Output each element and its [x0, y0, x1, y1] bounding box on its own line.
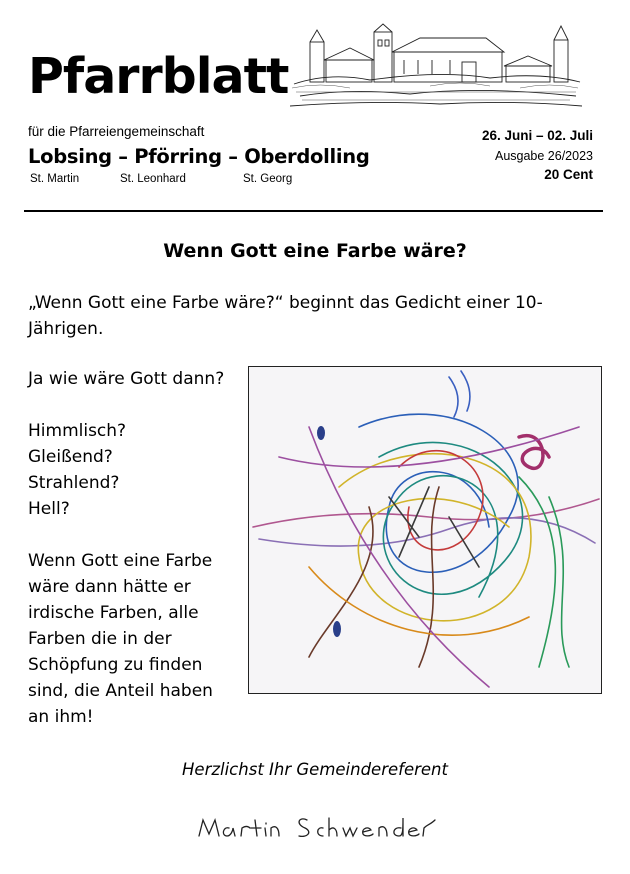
issue-number: Ausgabe 26/2023	[494, 149, 593, 163]
saint-georg: St. Georg	[243, 173, 293, 185]
signature	[195, 806, 440, 848]
word-line: Himmlisch?	[28, 421, 127, 441]
article-headline: Wenn Gott eine Farbe wäre?	[163, 240, 467, 262]
question-text: Ja wie wäre Gott dann?	[28, 369, 225, 389]
word-line: Gleißend?	[28, 447, 113, 467]
church-illustration	[290, 22, 582, 110]
article-intro: „Wenn Gott eine Farbe wäre?“ beginnt das Gedicht einer 10-Jährigen.	[28, 293, 543, 339]
child-scribble-drawing	[248, 366, 602, 694]
closing-line: Farben die in der	[28, 629, 172, 649]
header-divider	[24, 210, 603, 212]
closing-greeting: Herzlichst Ihr Gemeindereferent	[182, 760, 448, 779]
closing-line: wäre dann hätte er	[28, 577, 191, 597]
issue-dates: 26. Juni – 02. Juli	[481, 128, 593, 143]
word-line: Hell?	[28, 499, 70, 519]
closing-line: Schöpfung zu finden	[28, 655, 203, 675]
issue-price: 20 Cent	[544, 167, 593, 182]
closing-line: an ihm!	[28, 707, 94, 727]
word-line: Strahlend?	[28, 473, 120, 493]
closing-line: sind, die Anteil haben	[28, 681, 213, 701]
closing-line: irdische Farben, alle	[28, 603, 199, 623]
parish-names: Lobsing – Pförring – Oberdolling	[28, 145, 370, 168]
newsletter-subtitle: für die Pfarreiengemeinschaft	[28, 124, 205, 139]
newsletter-title: Pfarrblatt	[28, 48, 289, 105]
saint-leonhard: St. Leonhard	[120, 173, 186, 185]
closing-line: Wenn Gott eine Farbe	[28, 551, 213, 571]
saint-martin: St. Martin	[30, 173, 80, 185]
